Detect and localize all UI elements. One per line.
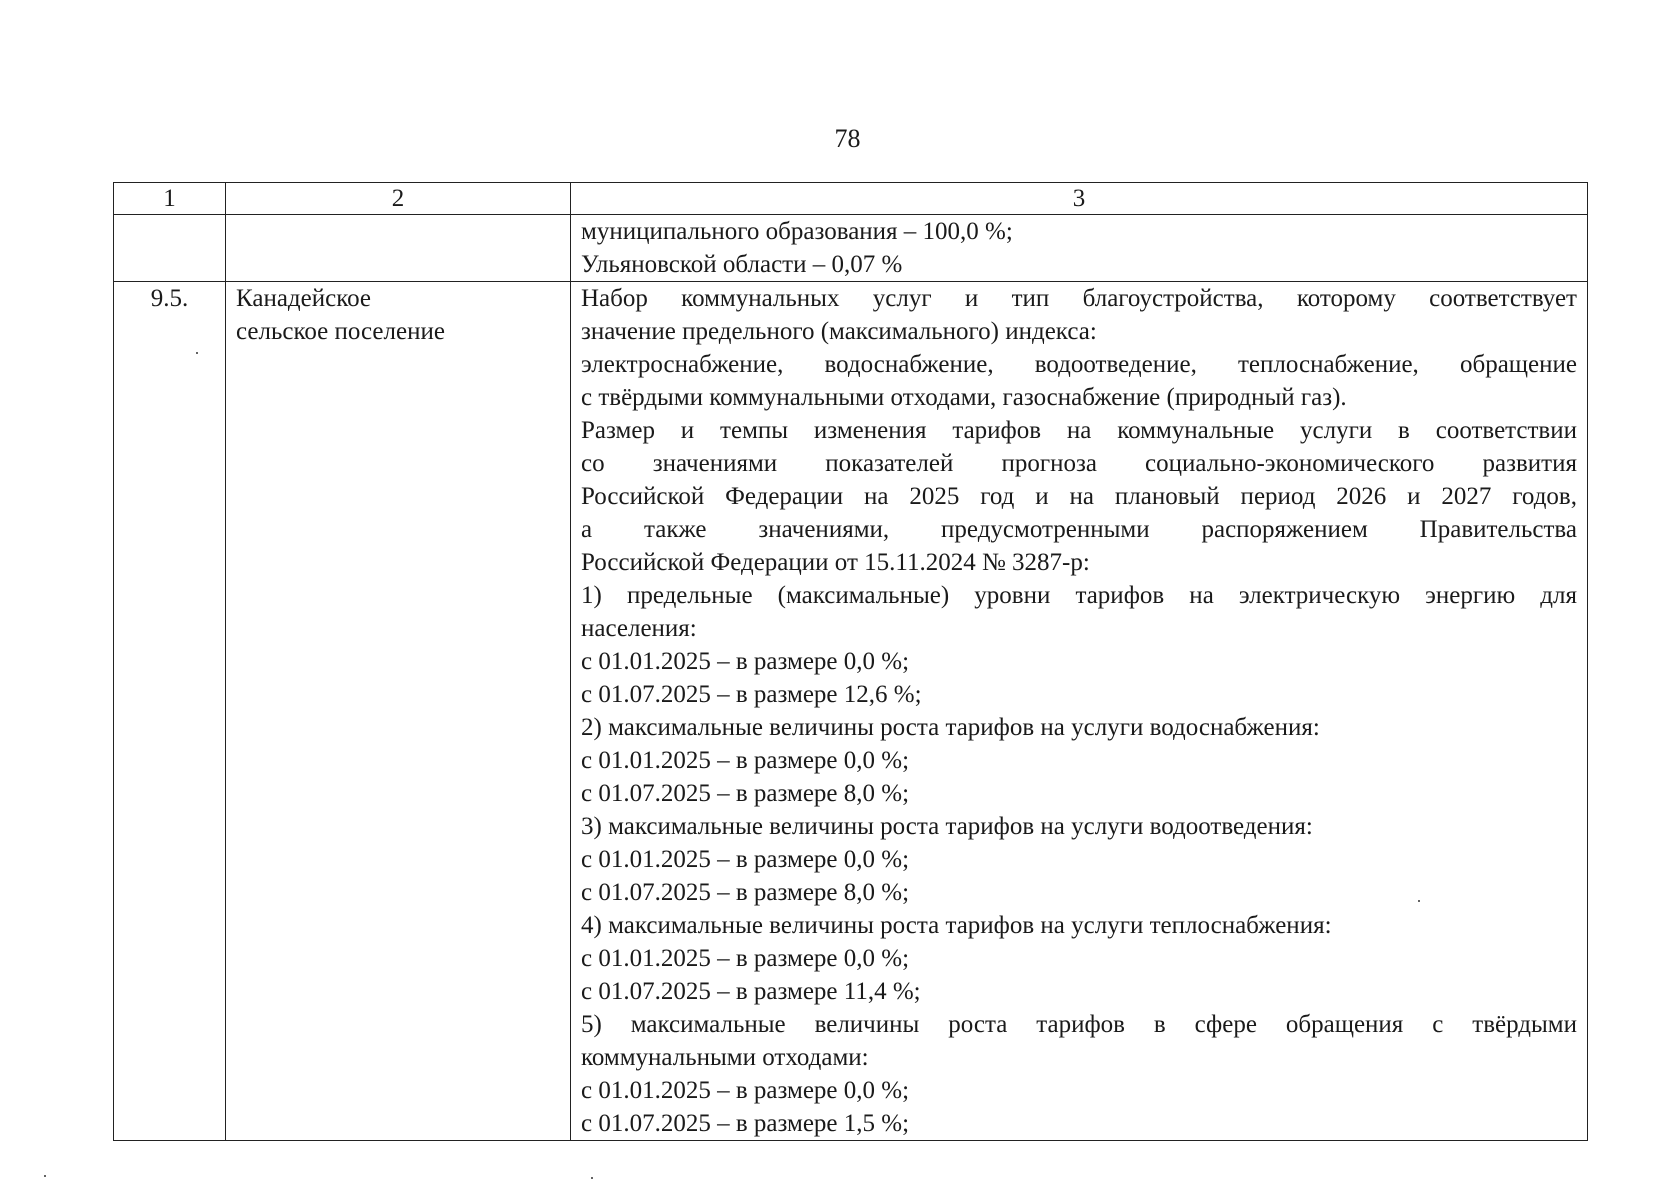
- continuation-number-cell: [114, 215, 226, 282]
- tariff-text-line: со значениями показателей прогноза социально-экономического развития: [581, 450, 1577, 477]
- tariff-text-line: с 01.07.2025 – в размере 8,0 %;: [581, 780, 910, 807]
- tariff-text-line: 4) максимальные величины роста тарифов на услуги теплоснабжения:: [581, 912, 1332, 939]
- settlement-name-line: сельское поселение: [236, 318, 445, 345]
- header-col-3: 3: [571, 183, 1588, 215]
- tariff-text-line: с 01.01.2025 – в размере 0,0 %;: [581, 945, 910, 972]
- tariff-text-line: коммунальными отходами:: [581, 1044, 869, 1071]
- tariff-table: [113, 182, 1588, 1141]
- table-header-row: [114, 183, 1588, 215]
- tariff-text-line: Российской Федерации на 2025 год и на плановый период 2026 и 2027 годов,: [581, 483, 1577, 510]
- tariff-text-line: населения:: [581, 615, 697, 642]
- tariff-text-line: с 01.01.2025 – в размере 0,0 %;: [581, 648, 910, 675]
- continuation-settlement-cell: [226, 215, 571, 282]
- table-row: [114, 282, 1588, 1141]
- tariff-text-line: с твёрдыми коммунальными отходами, газоснабжение (природный газ).: [581, 384, 1347, 411]
- tariff-text-line: 2) максимальные величины роста тарифов на услуги водоснабжения:: [581, 714, 1320, 741]
- tariff-text-line: электроснабжение, водоснабжение, водоотведение, теплоснабжение, обращение: [581, 351, 1577, 378]
- continuation-line: Ульяновской области – 0,07 %: [581, 251, 903, 278]
- row-number-cell: [114, 282, 226, 1141]
- continuation-content-cell: [571, 215, 1588, 282]
- tariff-text-line: с 01.01.2025 – в размере 0,0 %;: [581, 1077, 910, 1104]
- tariff-text-line: Набор коммунальных услуг и тип благоустройства, которому соответствует: [581, 285, 1577, 312]
- row-number: 9.5.: [150, 285, 189, 312]
- scan-speck: [1418, 900, 1420, 902]
- tariff-content-cell: [571, 282, 1588, 1141]
- settlement-name-line: Канадейское: [236, 285, 371, 312]
- tariff-text-line: Российской Федерации от 15.11.2024 № 3287-р:: [581, 549, 1090, 576]
- continuation-line: муниципального образования – 100,0 %;: [581, 218, 1013, 245]
- tariff-text-line: с 01.07.2025 – в размере 12,6 %;: [581, 681, 922, 708]
- tariff-text-line: с 01.01.2025 – в размере 0,0 %;: [581, 846, 910, 873]
- continuation-row: [114, 215, 1588, 282]
- header-col-1: 1: [114, 183, 226, 215]
- tariff-text-line: с 01.07.2025 – в размере 11,4 %;: [581, 978, 921, 1005]
- page-number: 78: [834, 124, 861, 153]
- scan-speck: [591, 1177, 593, 1179]
- scan-speck: [196, 352, 198, 354]
- tariff-text-line: 3) максимальные величины роста тарифов на услуги водоотведения:: [581, 813, 1313, 840]
- tariff-text-line: 5) максимальные величины роста тарифов в сфере обращения с твёрдыми: [581, 1011, 1577, 1038]
- tariff-text-line: с 01.07.2025 – в размере 8,0 %;: [581, 879, 910, 906]
- tariff-text-line: 1) предельные (максимальные) уровни тарифов на электрическую энергию для: [581, 582, 1577, 609]
- tariff-text-line: значение предельного (максимального) индекса:: [581, 318, 1097, 345]
- tariff-text-line: с 01.07.2025 – в размере 1,5 %;: [581, 1110, 910, 1137]
- settlement-cell: [226, 282, 571, 1141]
- header-col-2: 2: [226, 183, 571, 215]
- tariff-text-line: Размер и темпы изменения тарифов на коммунальные услуги в соответствии: [581, 417, 1577, 444]
- scan-speck: [44, 1175, 46, 1177]
- tariff-text-line: с 01.01.2025 – в размере 0,0 %;: [581, 747, 910, 774]
- tariff-text-line: а также значениями, предусмотренными распоряжением Правительства: [581, 516, 1577, 543]
